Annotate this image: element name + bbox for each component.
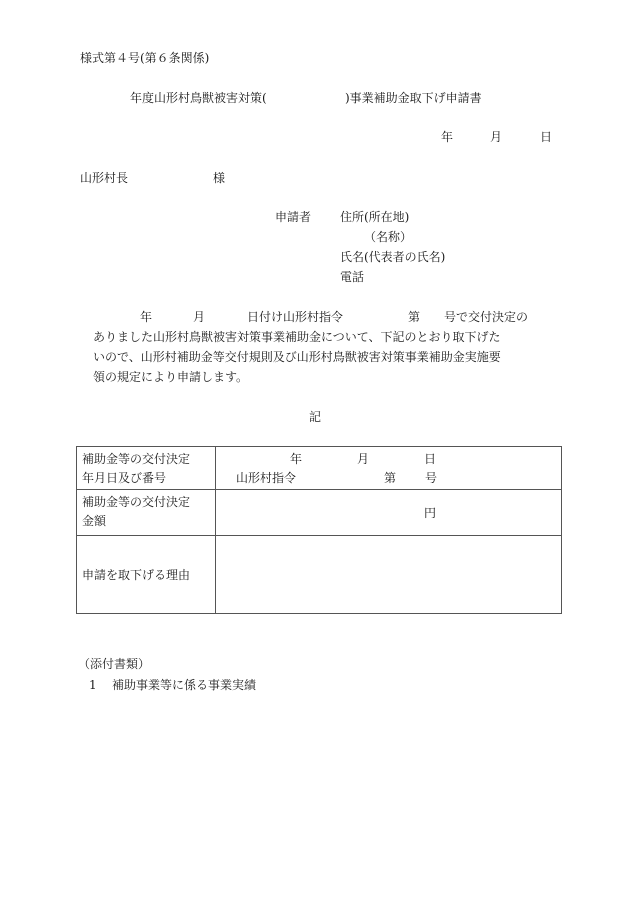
- attachments-heading: （添付書類）: [78, 657, 151, 671]
- body-line3: いので、山形村補助金等交付規則及び山形村鳥獣被害対策事業補助金実施要: [93, 350, 501, 364]
- decision-day: 日: [424, 452, 437, 466]
- recipient-honorific: 様: [213, 171, 226, 185]
- form-number: 様式第４号(第６条関係): [80, 51, 210, 65]
- attachment-item-text: 補助事業等に係る事業実績: [112, 678, 257, 692]
- recipient-name: 山形村長: [80, 171, 129, 185]
- table-row: [77, 490, 562, 536]
- decision-go: 号: [425, 471, 438, 485]
- grant-decision-label-line1: 補助金等の交付決定: [82, 452, 191, 466]
- amount-unit: 円: [424, 506, 437, 520]
- decision-month: 月: [357, 452, 370, 466]
- grant-amount-label-cell: [77, 490, 216, 536]
- title-suffix: )事業補助金取下げ申請書: [345, 91, 482, 105]
- grant-amount-value-cell[interactable]: [216, 490, 562, 536]
- applicant-address: 住所(所在地): [340, 210, 410, 224]
- body-line1-tail: 号で交付決定の: [444, 310, 529, 324]
- body-year: 年: [140, 310, 153, 324]
- applicant-name: 氏名(代表者の氏名): [340, 250, 446, 264]
- body-no: 第: [408, 310, 421, 324]
- grant-amount-label-line1: 補助金等の交付決定: [82, 495, 191, 509]
- reason-label-cell: [77, 536, 216, 614]
- applicant-org-name: （名称）: [364, 230, 413, 244]
- decision-order: 山形村指令: [236, 471, 297, 485]
- date-month-label: 月: [490, 130, 503, 144]
- body-line2: ありました山形村鳥獣被害対策事業補助金について、下記のとおり取下げた: [93, 330, 501, 344]
- body-day-ref: 日付け山形村指令: [247, 310, 344, 324]
- table-row: [77, 447, 562, 490]
- title-prefix: 年度山形村鳥獣被害対策(: [130, 91, 267, 105]
- attachment-item-number: 1: [89, 678, 97, 692]
- grant-decision-value-cell[interactable]: [216, 447, 562, 490]
- body-month: 月: [193, 310, 206, 324]
- grant-amount-label-line2: 金額: [82, 514, 107, 528]
- details-table: [76, 446, 562, 614]
- reason-label: 申請を取下げる理由: [82, 568, 191, 582]
- table-row: [77, 536, 562, 614]
- reason-value-cell[interactable]: [216, 536, 562, 614]
- applicant-label: 申請者: [275, 210, 312, 224]
- decision-no: 第: [384, 471, 397, 485]
- ki-heading: 記: [309, 410, 322, 424]
- grant-decision-label-cell: [77, 447, 216, 490]
- date-year-label: 年: [441, 130, 454, 144]
- decision-year: 年: [290, 452, 303, 466]
- date-day-label: 日: [540, 130, 553, 144]
- body-line4: 領の規定により申請します。: [93, 370, 249, 384]
- applicant-phone: 電話: [340, 270, 365, 284]
- grant-decision-label-line2: 年月日及び番号: [82, 471, 167, 485]
